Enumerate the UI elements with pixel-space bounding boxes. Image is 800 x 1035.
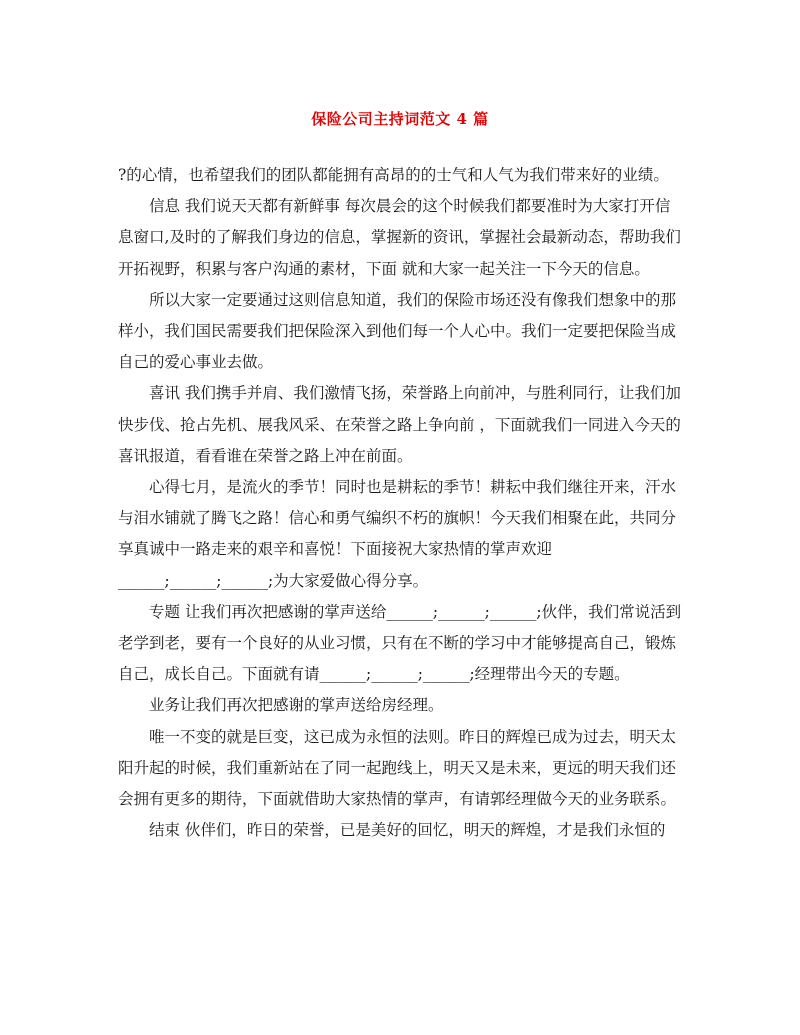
paragraph: ?的心情，也希望我们的团队都能拥有高昂的的士气和人气为我们带来好的业绩。	[118, 166, 669, 184]
paragraph: 专题 让我们再次把感谢的掌声送给______;______;______;伙伴，我们常说活到老学到老，要有一个良好的从业习惯，只有在不断的学习中才能够提高自己，锻炼自己，成长自己。下面就有请______;______;______;经理带出今天的专题。	[118, 602, 682, 684]
paragraph: ______;______;______;为大家爱做心得分享。	[118, 571, 429, 590]
paragraph: 结束 伙伴们，昨日的荣誉，已是美好的回忆，明天的辉煌，才是我们永恒的	[149, 821, 666, 840]
paragraph: 业务让我们再次把感谢的掌声送给房经理。	[149, 696, 444, 715]
document-title: 保险公司主持词范文 4 篇	[311, 110, 489, 128]
paragraph: 信息 我们说天天都有新鲜事 每次晨会的这个时候我们都要准时为大家打开信息窗口,及时的了解我们身边的信息，掌握新的资讯，掌握社会最新动态，帮助我们开拓视野，积累与客户沟通的素材，下面 就和大家一起关注一下今天的信息。	[118, 197, 681, 278]
paragraph: 心得七月，是流火的季节！同时也是耕耘的季节！耕耘中我们继往开来，汗水与泪水铺就了腾飞之路！信心和勇气编织不朽的旗帜！今天我们相聚在此，共同分享真诚中一路走来的艰辛和喜悦！下面接祝大家热情的掌声欢迎	[118, 478, 677, 559]
paragraph: 喜讯 我们携手并肩、我们激情飞扬，荣誉路上向前冲，与胜利同行，让我们加快步伐、抢占先机、展我风采、在荣誉之路上争向前 ，下面就我们一同进入今天的喜讯报道，看看谁在荣誉之路上冲在前面。	[118, 384, 681, 465]
document-body	[118, 160, 684, 846]
paragraph: 所以大家一定要通过这则信息知道，我们的保险市场还没有像我们想象中的那样小，我们国民需要我们把保险深入到他们每一个人心中。我们一定要把保险当成自己的爱心事业去做。	[118, 290, 677, 372]
paragraph: 唯一不变的就是巨变，这已成为永恒的法则。昨日的辉煌已成为过去，明天太阳升起的时候，我们重新站在了同一起跑线上，明天又是未来，更远的明天我们还会拥有更多的期待，下面就借助大家热情的掌声，有请郭经理做今天的业务联系。	[118, 727, 677, 809]
